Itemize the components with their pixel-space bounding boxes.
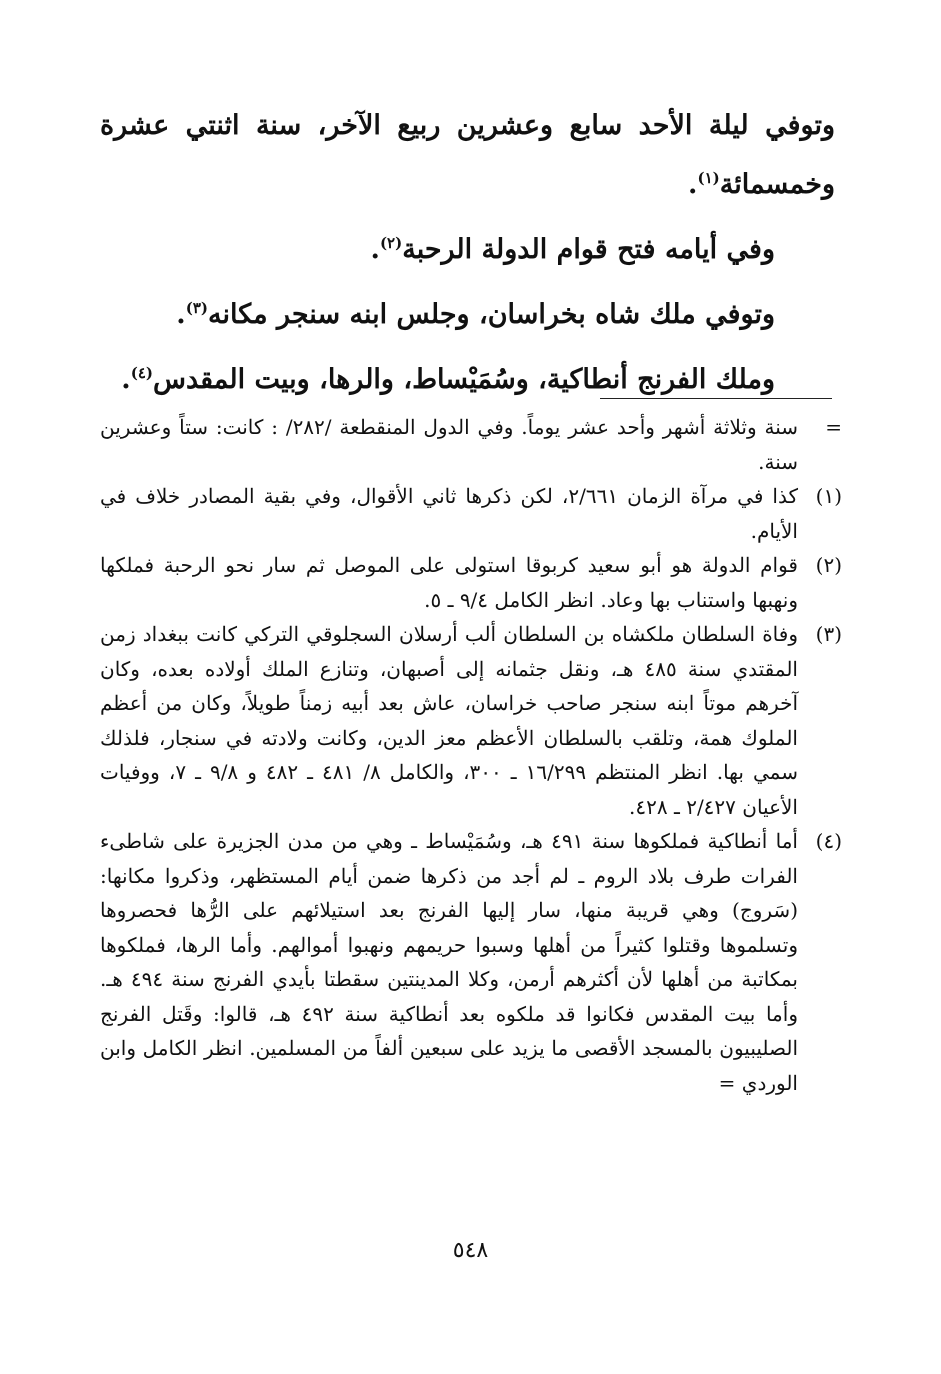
main-paragraph-3-text: وتوفي ملك شاه بخراسان، وجلس ابنه سنجر مكانه [207, 299, 775, 330]
footnote-ref-4: (٤) [130, 364, 153, 382]
footnote-marker: (٣) [815, 622, 842, 646]
page-number: ٥٤٨ [452, 1238, 489, 1263]
main-paragraph-1 [100, 96, 835, 214]
footnotes-section [100, 410, 842, 1100]
main-paragraph-2-text: وفي أيامه فتح قوام الدولة الرحبة [402, 234, 775, 265]
footnote-ref-1: (١) [697, 169, 720, 187]
footnote-ref-3: (٣) [185, 299, 208, 317]
main-paragraph-3-end: . [176, 299, 186, 330]
footnote-text: وفاة السلطان ملكشاه بن السلطان ألب أرسلان السجلوقي التركي كانت ببغداد زمن المقتدي سنة ٤٨٥ هـ، ونقل جثمانه إلى أصبهان، وتنازع الملك أولاده بعده، وكان آخرهم موتاً ابنه سنجر صاحب خراسان، عاش بعد أبيه زمناً طويلاً، وكان من أعظم الملوك همة، وتلقب بالسلطان الأعظم معز الدين، وكانت ولادته في سنجار، فلذلك سمي بها. انظر المنتظم ١٦/٢٩٩ ـ ٣٠٠، والكامل ٨/ ٤٨١ ـ ٤٨٢ و ٩/٨ ـ ٧، ووفيات الأعيان ٢/٤٢٧ ـ ٤٢٨. [100, 622, 798, 819]
main-paragraph-4-end: . [121, 364, 131, 395]
main-paragraph-2 [100, 220, 835, 279]
footnote-marker: (٤) [815, 829, 842, 853]
footnote-marker: (١) [815, 484, 842, 508]
footnote-4 [100, 824, 842, 1100]
main-paragraph-4 [100, 350, 835, 409]
main-paragraph-4-text: وملك الفرنج أنطاكية، وسُمَيْساط، والرها، وبيت المقدس [152, 364, 775, 395]
footnote-continuation [100, 410, 842, 479]
footnote-2 [100, 548, 842, 617]
footnote-marker: (٢) [815, 553, 842, 577]
main-paragraph-3 [100, 285, 835, 344]
footnote-marker: = [825, 415, 842, 439]
footnote-text: أما أنطاكية فملكوها سنة ٤٩١ هـ، وسُمَيْساط ـ وهي من مدن الجزيرة على شاطىء الفرات طرف بلاد الروم ـ لم أجد من ذكرها ضمن أيام المستظهر، وذكروا مكانها: (سَروج) وهي قريبة منها، سار إليها الفرنج بعد استيلائهم على الرُّها فحصروها وتسلموها وقتلوا كثيراً من أهلها وسبوا حريمهم ونهبوا أموالهم. وأما الرها، فملكوها بمكاتبة من أهلها لأن أكثرهم أرمن، وكلا المدينتين سقطتا بأيدي الفرنج سنة ٤٩٤ هـ. وأما بيت المقدس فكانوا قد ملكوه بعد أنطاكية سنة ٤٩٢ هـ، قالوا: وقَتل الفرنج الصليبيون بالمسجد الأقصى ما يزيد على سبعين ألفاً من المسلمين. انظر الكامل وابن الوردي = [100, 829, 798, 1095]
main-text [100, 96, 835, 409]
footnote-divider [600, 398, 832, 399]
footnote-text: سنة وثلاثة أشهر وأحد عشر يوماً. وفي الدول المنقطعة /٢٨٢/ : كانت: ستاً وعشرين سنة. [100, 415, 798, 474]
footnote-text: قوام الدولة هو أبو سعيد كربوقا استولى على الموصل ثم سار نحو الرحبة فملكها ونهبها واستناب بها وعاد. انظر الكامل ٩/٤ ـ ٥. [100, 553, 798, 612]
footnote-3 [100, 617, 842, 824]
footnote-ref-2: (٢) [379, 234, 403, 252]
main-paragraph-2-end: . [370, 234, 380, 265]
main-paragraph-1-end: . [688, 169, 698, 200]
footnote-1 [100, 479, 842, 548]
footnote-text: كذا في مرآة الزمان ٢/٦٦١، لكن ذكرها ثاني الأقوال، وفي بقية المصادر خلاف في الأيام. [100, 484, 798, 543]
main-paragraph-1-text: وتوفي ليلة الأحد سابع وعشرين ربيع الآخر، سنة اثنتي عشرة وخمسمائة [100, 110, 835, 200]
